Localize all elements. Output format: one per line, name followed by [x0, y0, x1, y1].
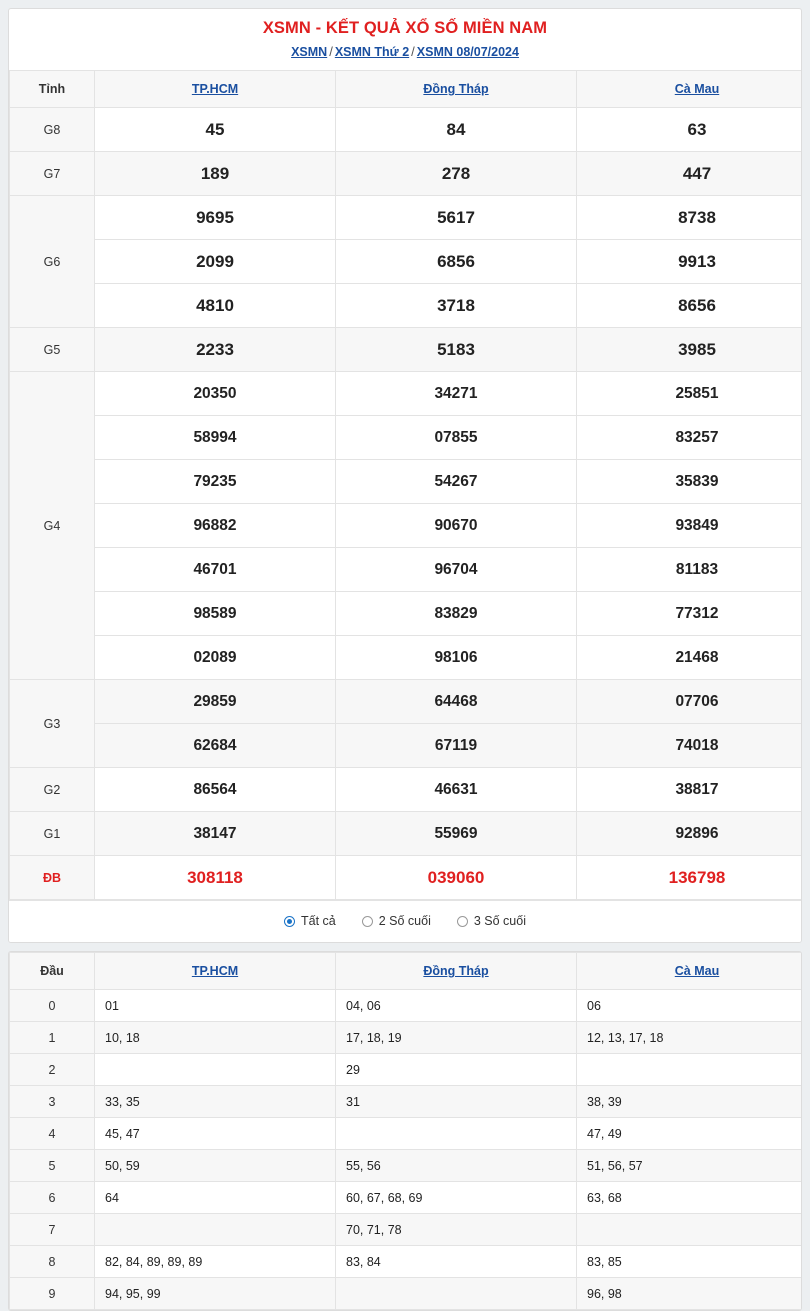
column-header-tphcm — [95, 953, 336, 990]
prize-number: 02089 — [95, 636, 336, 680]
head-values-cell — [336, 1118, 577, 1150]
head-digit-label: 1 — [10, 1022, 95, 1054]
table-row — [10, 724, 803, 768]
head-values-cell: 83, 85 — [577, 1246, 803, 1278]
prize-number: 55969 — [336, 812, 577, 856]
prize-number: 2233 — [95, 328, 336, 372]
head-values-cell: 82, 84, 89, 89, 89 — [95, 1246, 336, 1278]
column-header-dongthap — [336, 953, 577, 990]
prize-label: G2 — [10, 768, 95, 812]
prize-number: 6856 — [336, 240, 577, 284]
head-digit-label: 0 — [10, 990, 95, 1022]
prize-number: 9695 — [95, 196, 336, 240]
column-header-dau: Đầu — [10, 953, 95, 990]
breadcrumb-item-1[interactable]: XSMN Thứ 2 — [334, 45, 410, 59]
table-row — [10, 108, 803, 152]
head-values-cell: 01 — [95, 990, 336, 1022]
head-values-cell: 70, 71, 78 — [336, 1214, 577, 1246]
head-digit-label: 7 — [10, 1214, 95, 1246]
prize-number: 35839 — [577, 460, 803, 504]
table-row — [10, 768, 803, 812]
prize-number: 67119 — [336, 724, 577, 768]
column-header-dongthap — [336, 71, 577, 108]
table-body — [10, 108, 803, 900]
table-row — [10, 1150, 803, 1182]
prize-number: 54267 — [336, 460, 577, 504]
prize-number: 92896 — [577, 812, 803, 856]
prize-number: 07855 — [336, 416, 577, 460]
filter-option-3digits[interactable] — [457, 914, 526, 928]
table-row — [10, 1278, 803, 1310]
province-link-dongthap[interactable]: Đồng Tháp — [423, 82, 489, 96]
head-values-cell: 29 — [336, 1054, 577, 1086]
prize-number: 07706 — [577, 680, 803, 724]
head-values-cell: 64 — [95, 1182, 336, 1214]
prize-number: 46701 — [95, 548, 336, 592]
head-values-cell: 17, 18, 19 — [336, 1022, 577, 1054]
head-digit-label: 9 — [10, 1278, 95, 1310]
table-row — [10, 240, 803, 284]
table-row — [10, 856, 803, 900]
head-digit-label: 3 — [10, 1086, 95, 1118]
prize-label: G4 — [10, 372, 95, 680]
province-link-camau[interactable]: Cà Mau — [674, 964, 720, 978]
prize-number: 38147 — [95, 812, 336, 856]
prize-label: G7 — [10, 152, 95, 196]
prize-number: 4810 — [95, 284, 336, 328]
head-digit-label: 5 — [10, 1150, 95, 1182]
lottery-results-table — [9, 70, 802, 900]
head-digit-label: 6 — [10, 1182, 95, 1214]
head-values-cell: 10, 18 — [95, 1022, 336, 1054]
filter-radio-group — [9, 900, 801, 942]
prize-label: G6 — [10, 196, 95, 328]
head-values-cell: 55, 56 — [336, 1150, 577, 1182]
prize-number: 86564 — [95, 768, 336, 812]
prize-number: 38817 — [577, 768, 803, 812]
results-card — [8, 8, 802, 943]
column-header-tphcm — [95, 71, 336, 108]
table-row — [10, 284, 803, 328]
table-row — [10, 680, 803, 724]
prize-number: 96882 — [95, 504, 336, 548]
prize-number: 5617 — [336, 196, 577, 240]
prize-number: 29859 — [95, 680, 336, 724]
prize-number: 3718 — [336, 284, 577, 328]
head-tail-table — [9, 952, 802, 1310]
head-values-cell: 04, 06 — [336, 990, 577, 1022]
head-digit-label: 4 — [10, 1118, 95, 1150]
table-row — [10, 1054, 803, 1086]
table-row — [10, 1118, 803, 1150]
breadcrumb-separator: / — [411, 44, 415, 59]
head-values-cell: 96, 98 — [577, 1278, 803, 1310]
head-values-cell: 31 — [336, 1086, 577, 1118]
prize-number: 5183 — [336, 328, 577, 372]
prize-number: 34271 — [336, 372, 577, 416]
head-values-cell — [95, 1214, 336, 1246]
prize-number: 93849 — [577, 504, 803, 548]
table-row — [10, 1246, 803, 1278]
table-row — [10, 152, 803, 196]
province-link-tphcm[interactable]: TP.HCM — [191, 964, 239, 978]
prize-number: 84 — [336, 108, 577, 152]
prize-number: 77312 — [577, 592, 803, 636]
prize-number: 2099 — [95, 240, 336, 284]
head-table-header-row — [10, 953, 803, 990]
head-values-cell: 06 — [577, 990, 803, 1022]
head-values-cell: 50, 59 — [95, 1150, 336, 1182]
prize-number: 21468 — [577, 636, 803, 680]
head-digit-label: 8 — [10, 1246, 95, 1278]
prize-number: 46631 — [336, 768, 577, 812]
prize-number: 278 — [336, 152, 577, 196]
heads-card — [8, 951, 802, 1311]
table-row — [10, 372, 803, 416]
breadcrumb-separator: / — [329, 44, 333, 59]
head-values-cell: 45, 47 — [95, 1118, 336, 1150]
prize-number: 20350 — [95, 372, 336, 416]
filter-label: 2 Số cuối — [378, 914, 431, 928]
table-row — [10, 460, 803, 504]
filter-label: 3 Số cuối — [473, 914, 526, 928]
table-row — [10, 636, 803, 680]
table-header-row — [10, 71, 803, 108]
table-row — [10, 1214, 803, 1246]
head-values-cell: 60, 67, 68, 69 — [336, 1182, 577, 1214]
filter-option-all[interactable] — [284, 914, 336, 928]
radio-icon[interactable] — [362, 916, 373, 927]
head-values-cell — [336, 1278, 577, 1310]
page-title: XSMN - KẾT QUẢ XỔ SỐ MIỀN NAM — [262, 19, 548, 37]
prize-label: G3 — [10, 680, 95, 768]
filter-label: Tất cả — [301, 914, 336, 928]
filter-option-2digits[interactable] — [362, 914, 431, 928]
province-link-dongthap[interactable]: Đồng Tháp — [423, 964, 489, 978]
head-values-cell: 33, 35 — [95, 1086, 336, 1118]
prize-number: 74018 — [577, 724, 803, 768]
prize-number: 62684 — [95, 724, 336, 768]
prize-number: 039060 — [336, 856, 577, 900]
prize-number: 3985 — [577, 328, 803, 372]
breadcrumb — [9, 44, 801, 70]
head-digit-label: 2 — [10, 1054, 95, 1086]
head-table-body — [10, 990, 803, 1310]
prize-number: 8656 — [577, 284, 803, 328]
radio-icon[interactable] — [457, 916, 468, 927]
prize-label: G5 — [10, 328, 95, 372]
column-header-province: Tỉnh — [10, 71, 95, 108]
table-row — [10, 416, 803, 460]
head-values-cell: 38, 39 — [577, 1086, 803, 1118]
prize-number: 81183 — [577, 548, 803, 592]
prize-number: 79235 — [95, 460, 336, 504]
prize-number: 98589 — [95, 592, 336, 636]
column-header-camau — [577, 71, 803, 108]
table-row — [10, 548, 803, 592]
prize-label: G8 — [10, 108, 95, 152]
province-link-camau[interactable]: Cà Mau — [674, 82, 720, 96]
prize-number: 189 — [95, 152, 336, 196]
head-values-cell: 47, 49 — [577, 1118, 803, 1150]
prize-number: 63 — [577, 108, 803, 152]
table-row — [10, 812, 803, 856]
table-row — [10, 1182, 803, 1214]
head-values-cell: 12, 13, 17, 18 — [577, 1022, 803, 1054]
prize-number: 58994 — [95, 416, 336, 460]
prize-number: 83829 — [336, 592, 577, 636]
breadcrumb-item-2[interactable]: XSMN 08/07/2024 — [416, 45, 519, 59]
table-row — [10, 196, 803, 240]
head-values-cell: 94, 95, 99 — [95, 1278, 336, 1310]
prize-number: 90670 — [336, 504, 577, 548]
radio-icon[interactable] — [284, 916, 295, 927]
prize-number: 8738 — [577, 196, 803, 240]
province-link-tphcm[interactable]: TP.HCM — [191, 82, 239, 96]
table-row — [10, 1022, 803, 1054]
prize-number: 96704 — [336, 548, 577, 592]
prize-label: G1 — [10, 812, 95, 856]
head-values-cell — [577, 1214, 803, 1246]
prize-number: 25851 — [577, 372, 803, 416]
prize-number: 98106 — [336, 636, 577, 680]
table-row — [10, 504, 803, 548]
prize-number: 83257 — [577, 416, 803, 460]
breadcrumb-item-0[interactable]: XSMN — [291, 45, 328, 59]
prize-number: 308118 — [95, 856, 336, 900]
prize-number: 9913 — [577, 240, 803, 284]
prize-number: 136798 — [577, 856, 803, 900]
head-values-cell: 83, 84 — [336, 1246, 577, 1278]
head-values-cell: 63, 68 — [577, 1182, 803, 1214]
head-values-cell: 51, 56, 57 — [577, 1150, 803, 1182]
table-row — [10, 592, 803, 636]
prize-number: 447 — [577, 152, 803, 196]
table-row — [10, 328, 803, 372]
head-values-cell — [577, 1054, 803, 1086]
prize-number: 64468 — [336, 680, 577, 724]
prize-label: ĐB — [10, 856, 95, 900]
prize-number: 45 — [95, 108, 336, 152]
column-header-camau — [577, 953, 803, 990]
table-row — [10, 1086, 803, 1118]
table-row — [10, 990, 803, 1022]
head-values-cell — [95, 1054, 336, 1086]
